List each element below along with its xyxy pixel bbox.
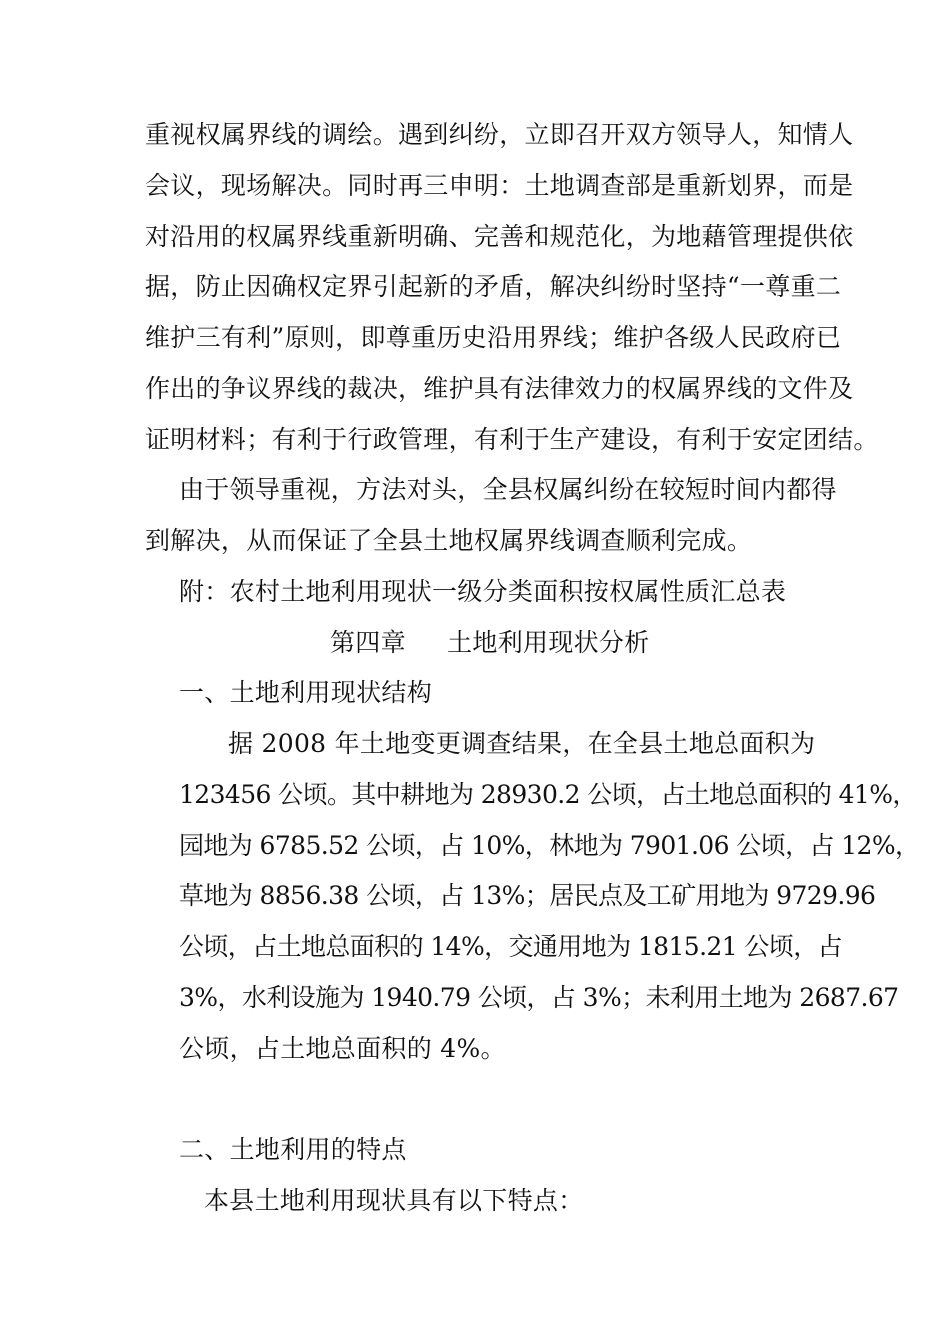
paragraph-line: 由于领导重视，方法对头，全县权属纠纷在较短时间内都得 (179, 475, 837, 504)
paragraph-line: 园地为 6785.52 公顷，占 10%，林地为 7901.06 公顷，占 12%， (179, 831, 920, 860)
paragraph-line: 到解决，从而保证了全县土地权属界线调查顺利完成。 (145, 526, 753, 555)
paragraph-line: 草地为 8856.38 公顷，占 13%；居民点及工矿用地为 9729.96 (179, 881, 876, 910)
paragraph-line: 会议，现场解决。同时再三申明：土地调查部是重新划界，而是 (145, 171, 854, 200)
paragraph-line: 证明材料；有利于行政管理，有利于生产建设，有利于安定团结。 (145, 425, 879, 454)
paragraph-line: 本县土地利用现状具有以下特点： (204, 1186, 584, 1215)
paragraph-line: 重视权属界线的调绘。遇到纠纷，立即召开双方领导人，知情人 (145, 120, 854, 149)
appendix-note: 附：农村土地利用现状一级分类面积按权属性质汇总表 (179, 577, 787, 606)
paragraph-line: 公顷，占土地总面积的 14%，交通用地为 1815.21 公顷，占 (179, 932, 842, 961)
section-heading: 二、土地利用的特点 (179, 1135, 407, 1164)
paragraph-line: 维护三有利”原则，即尊重历史沿用界线；维护各级人民政府已 (145, 323, 842, 352)
paragraph-line: 123456 公顷。其中耕地为 28930.2 公顷，占土地总面积的 41%， (179, 780, 917, 809)
chapter-title: 第四章 土地利用现状分析 (330, 628, 650, 657)
paragraph-line: 据，防止因确权定界引起新的矛盾，解决纠纷时坚持“一尊重二 (145, 272, 842, 301)
paragraph-line: 对沿用的权属界线重新明确、完善和规范化，为地藉管理提供依 (145, 222, 854, 251)
paragraph-line: 3%，水利设施为 1940.79 公顷，占 3%；未利用土地为 2687.67 (179, 983, 899, 1012)
paragraph-line: 据 2008 年土地变更调查结果，在全县土地总面积为 (228, 729, 816, 758)
paragraph-line: 作出的争议界线的裁决，维护具有法律效力的权属界线的文件及 (145, 374, 854, 403)
section-heading: 一、土地利用现状结构 (179, 678, 433, 707)
paragraph-line: 公顷，占土地总面积的 4%。 (179, 1034, 506, 1063)
